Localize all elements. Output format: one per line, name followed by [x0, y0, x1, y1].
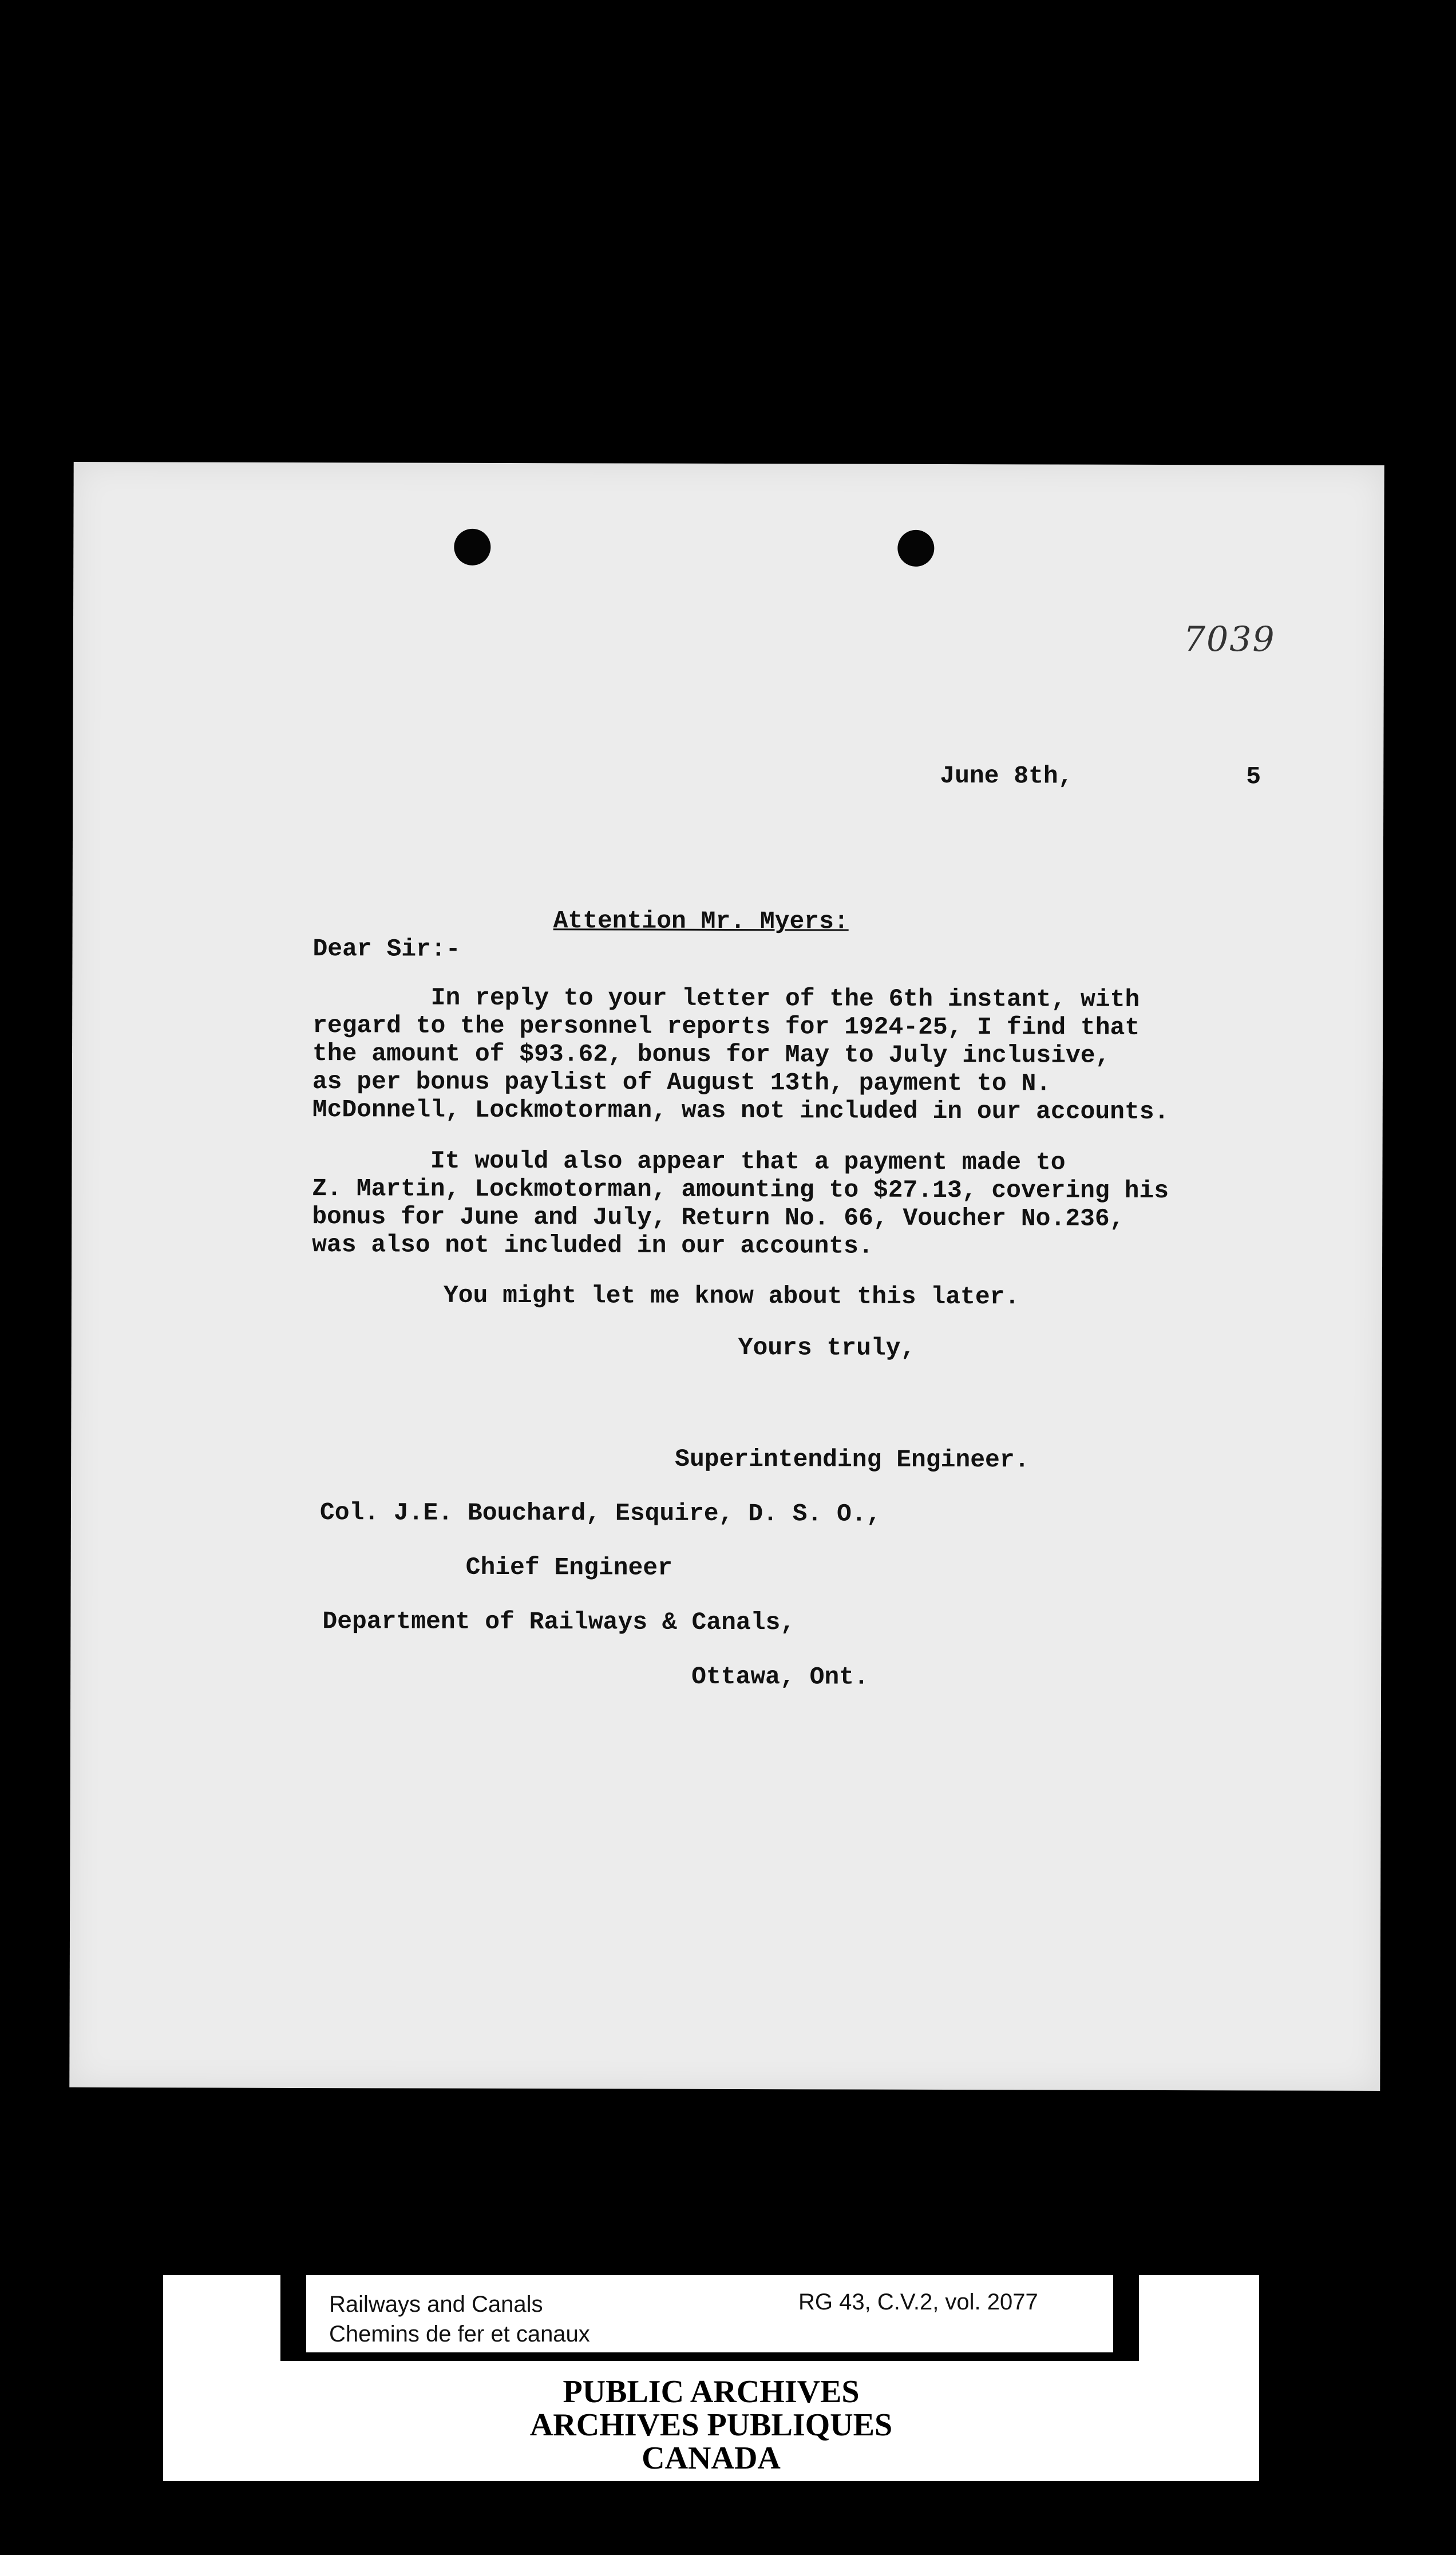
archives-line-2: ARCHIVES PUBLIQUES [529, 2407, 893, 2443]
page-number: 5 [1246, 762, 1261, 791]
recipient-name: Col. J.E. Bouchard, Esquire, D. S. O., [319, 1498, 881, 1528]
punch-hole-right [897, 530, 934, 567]
fonds-names [329, 2289, 590, 2349]
punch-hole-left [454, 529, 490, 565]
document-number: 7039 [1183, 619, 1276, 660]
recipient-city: Ottawa, Ont. [691, 1662, 869, 1691]
fonds-french: Chemins de fer et canaux [329, 2321, 590, 2347]
recipient-department: Department of Railways & Canals, [322, 1607, 796, 1637]
archive-reference: RG 43, C.V.2, vol. 2077 [798, 2289, 1038, 2315]
closing-line: You might let me know about this later. [443, 1281, 1020, 1311]
signature-title: Superintending Engineer. [675, 1445, 1030, 1474]
archives-line-1: PUBLIC ARCHIVES [563, 2374, 860, 2410]
archives-stamp [163, 2375, 1259, 2475]
archive-label [306, 2275, 1113, 2352]
salutation: Dear Sir:- [312, 935, 461, 963]
valediction: Yours truly, [738, 1334, 916, 1362]
archives-line-3: CANADA [642, 2441, 781, 2476]
body-paragraph-2: It would also appear that a payment made to Z. Martin, Lockmotorman, amounting to $27.13, covering his bonus for June and July, Return No. 66, Voucher No.236, was also not included in our accounts. [312, 1146, 1169, 1260]
body-paragraph-1: In reply to your letter of the 6th instant, with regard to the personnel reports for 1924-25, I find that the amount of $93.62, bonus for May to July inclusive, as per bonus paylist of August 13th, payment to N. McDonnell, Lockmotorman, was not included in our accounts. [312, 983, 1169, 1126]
attention-line: Attention Mr. Myers: [553, 907, 849, 936]
letter-page [69, 462, 1384, 2091]
fonds-english: Railways and Canals [329, 2292, 543, 2317]
recipient-title: Chief Engineer [465, 1553, 672, 1582]
letter-date: June 8th, [940, 761, 1073, 790]
